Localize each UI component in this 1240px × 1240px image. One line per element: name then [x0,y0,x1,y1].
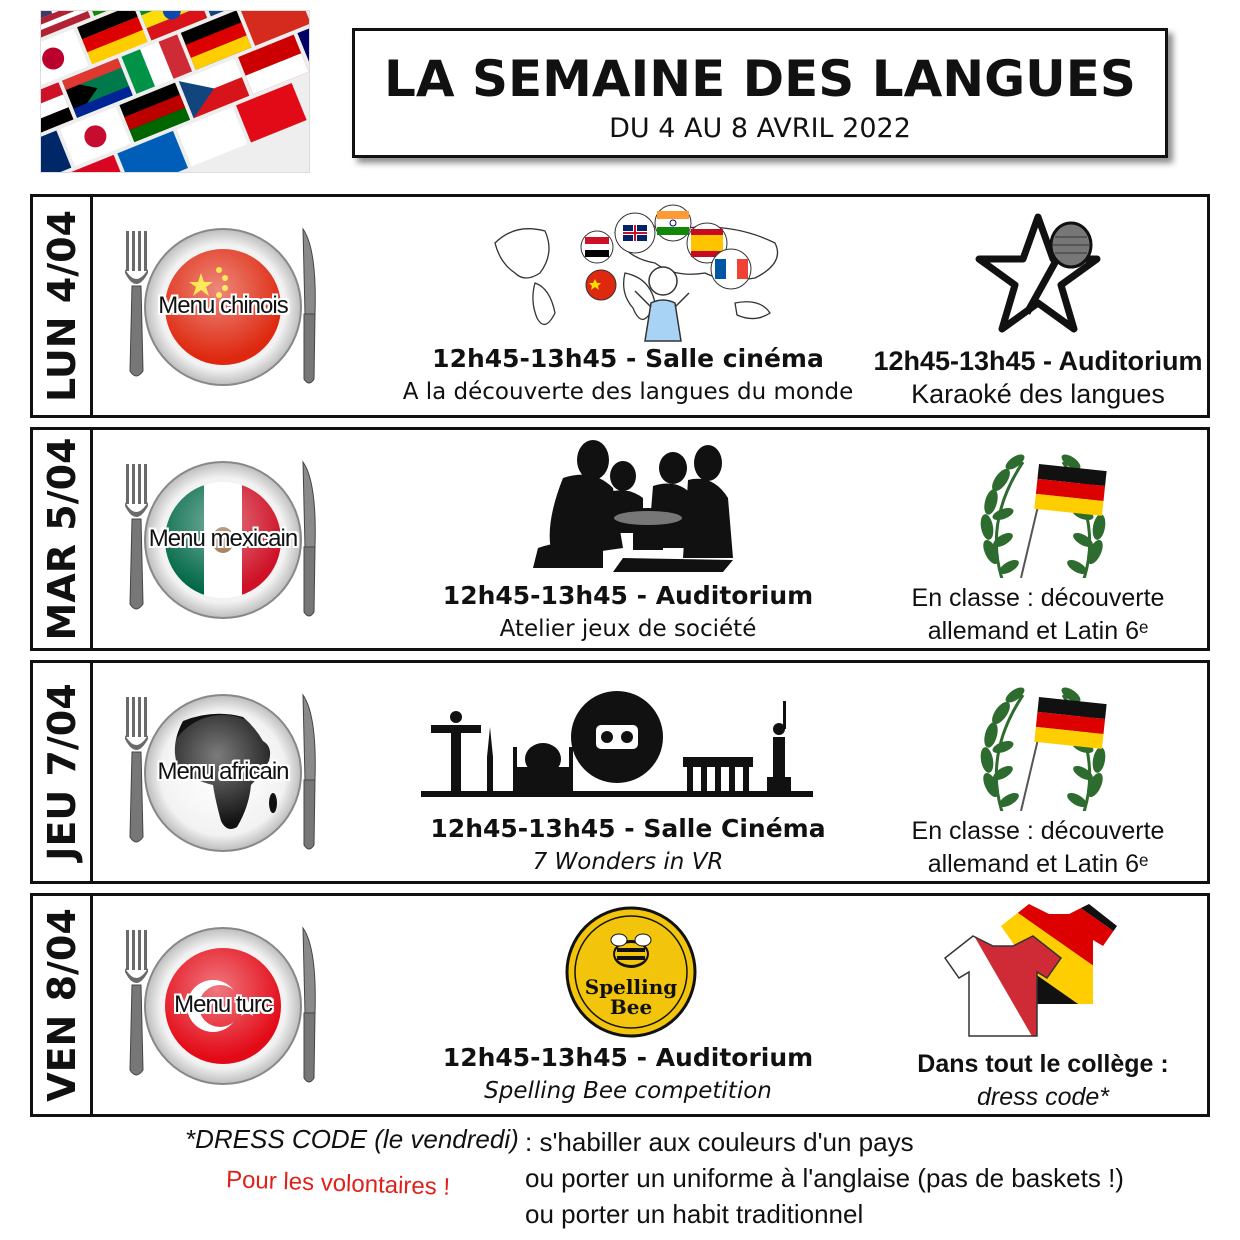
dress-code-note-lines [525,1124,1124,1232]
activity-description: A la découverte des langues du monde [402,379,854,405]
activity-description: Atelier jeux de société [499,616,757,642]
activity-2 [903,1048,1183,1114]
dress-code-line: ou porter un habit traditionnel [525,1199,864,1229]
activity-2 [863,345,1213,411]
plate-turkish-menu [123,914,323,1094]
activity-2 [883,582,1193,648]
activity-1 [373,343,883,409]
page-subtitle: DU 4 AU 8 AVRIL 2022 [609,113,911,144]
svg-text:Bee: Bee [609,995,653,1019]
plate-mexican-menu [123,448,323,628]
activity-description: allemand et Latin 6ᵉ [927,617,1149,645]
day-label: VEN 8/04 [33,896,93,1114]
menu-label: Menu mexicain [148,525,298,552]
menu-label: Menu chinois [158,292,288,319]
board-game-silhouettes-illustration [533,438,733,573]
volunteers-note: Pour les volontaires ! [225,1166,451,1201]
menu-label: Menu turc [174,991,272,1018]
world-wonders-vr-skyline-illustration [421,687,813,799]
day-row-friday [30,893,1210,1117]
dress-code-line: : s'habiller aux couleurs d'un pays [525,1127,914,1157]
activity-time: 12h45-13h45 - Auditorium [442,581,814,610]
world-map-languages-illustration [485,203,795,349]
plate-chinese-menu [123,215,323,395]
activity-1 [373,580,883,646]
day-label: JEU 7/04 [33,663,93,881]
day-row-thursday [30,660,1210,884]
activity-description: Spelling Bee competition [484,1078,772,1104]
flag-tshirts-illustration [939,902,1119,1042]
activity-time: 12h45-13h45 - Salle cinéma [432,344,824,373]
day-row-tuesday [30,427,1210,651]
activity-description: Karaoké des langues [911,379,1165,409]
day-label: LUN 4/04 [33,197,93,415]
flags-banner-image [40,10,310,173]
activity-1 [373,813,883,879]
activity-time: En classe : découverte [911,584,1165,612]
page-title: LA SEMAINE DES LANGUES [384,50,1136,108]
germany-flag-laurel-icon [973,454,1113,578]
svg-text:Spelling: Spelling [584,975,678,999]
spelling-bee-logo [563,904,699,1040]
day-row-monday [30,194,1210,418]
dress-code-line: ou porter un uniforme à l'anglaise (pas de baskets !) [525,1163,1124,1193]
activity-time: 12h45-13h45 - Auditorium [442,1043,814,1072]
dress-code-note-label: *DRESS CODE (le vendredi) [185,1124,519,1154]
plate-african-menu [123,681,323,861]
karaoke-star-microphone-illustration [973,213,1103,337]
activity-description: 7 Wonders in VR [532,849,724,875]
activity-time: 12h45-13h45 - Auditorium [873,346,1203,376]
activity-time: Dans tout le collège : [917,1050,1169,1078]
germany-flag-laurel-icon [973,687,1113,811]
activity-time: 12h45-13h45 - Salle Cinéma [430,814,826,843]
activity-time: En classe : découverte [911,817,1165,845]
menu-label: Menu africain [157,758,289,785]
activity-2 [883,815,1193,881]
activity-description: allemand et Latin 6ᵉ [927,850,1149,878]
activity-1 [373,1042,883,1108]
day-label: MAR 5/04 [33,430,93,648]
activity-description: dress code* [976,1083,1110,1111]
title-box [352,28,1168,158]
